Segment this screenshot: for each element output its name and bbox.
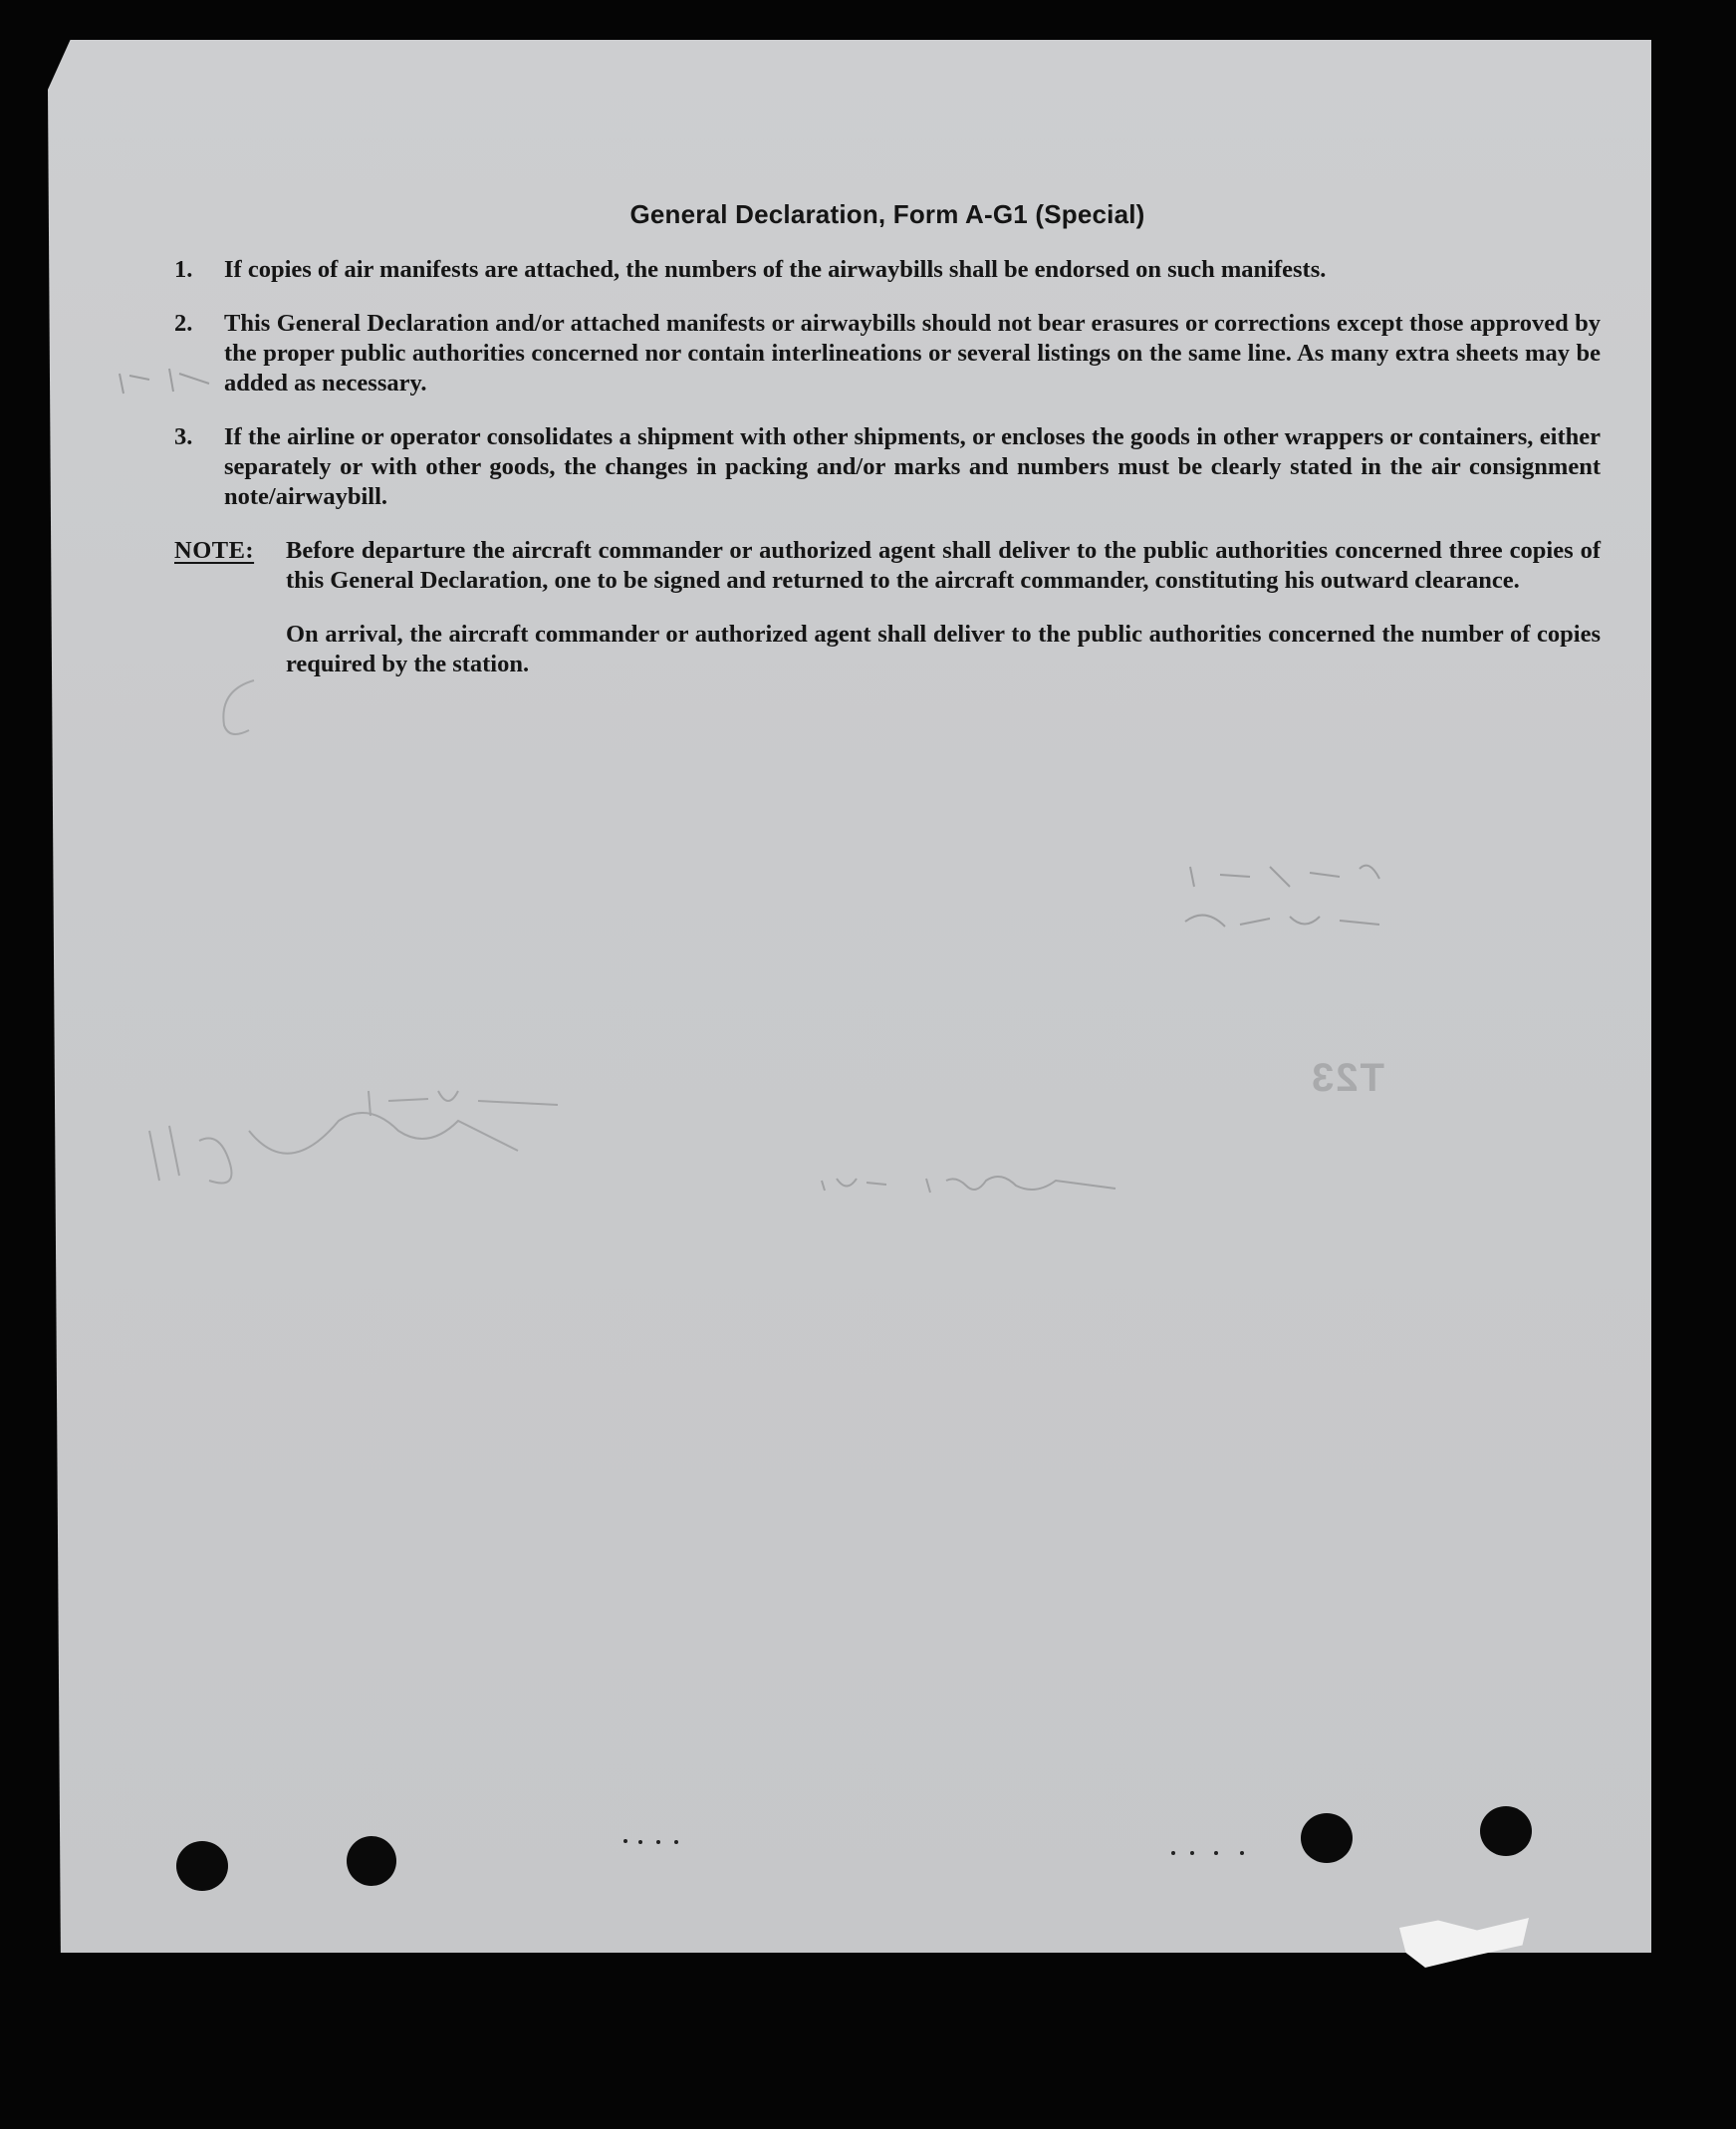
note-paragraph: On arrival, the aircraft commander or authorized agent shall deliver to the public authorities concerned the number of copies required by the station. bbox=[286, 621, 1601, 677]
item-text: If the airline or operator consolidates a shipment with other shipments, or encloses the goods in other wrappers or containers, either separately or with other goods, the changes in packing and/or marks and numbers must be clearly stated in the air consignment note/airwaybill. bbox=[224, 423, 1601, 510]
document-title: General Declaration, Form A-G1 (Special) bbox=[629, 199, 1145, 229]
document-body bbox=[174, 199, 1601, 679]
note-label: NOTE: bbox=[174, 537, 255, 564]
note-paragraph: Before departure the aircraft commander or authorized agent shall deliver to the public authorities concerned three copies of this General Declaration, one to be signed and returned to the aircraft commander, constituting his outward clearance. bbox=[286, 537, 1601, 594]
punch-hole bbox=[176, 1841, 228, 1891]
list-item bbox=[174, 255, 1601, 285]
item-text: This General Declaration and/or attached manifests or airwaybills should not bear erasures or corrections except those approved by the proper public authorities concerned nor contain interlineations or several listings on the same line. As many extra sheets may be added as necessary. bbox=[224, 310, 1601, 397]
speck bbox=[622, 1831, 682, 1837]
list-item bbox=[174, 309, 1601, 399]
bleed-through-stamp: T23 bbox=[1310, 1056, 1384, 1100]
speck bbox=[1170, 1843, 1260, 1849]
item-number: 2. bbox=[174, 310, 193, 337]
item-number: 1. bbox=[174, 256, 193, 283]
punch-hole bbox=[1480, 1806, 1532, 1856]
punch-hole bbox=[347, 1836, 396, 1886]
item-text: If copies of air manifests are attached, the numbers of the airwaybills shall be endorsed on such manifests. bbox=[224, 256, 1327, 283]
punch-hole bbox=[1301, 1813, 1353, 1863]
list-item bbox=[174, 422, 1601, 512]
note-block bbox=[174, 536, 1601, 596]
item-number: 3. bbox=[174, 423, 193, 450]
